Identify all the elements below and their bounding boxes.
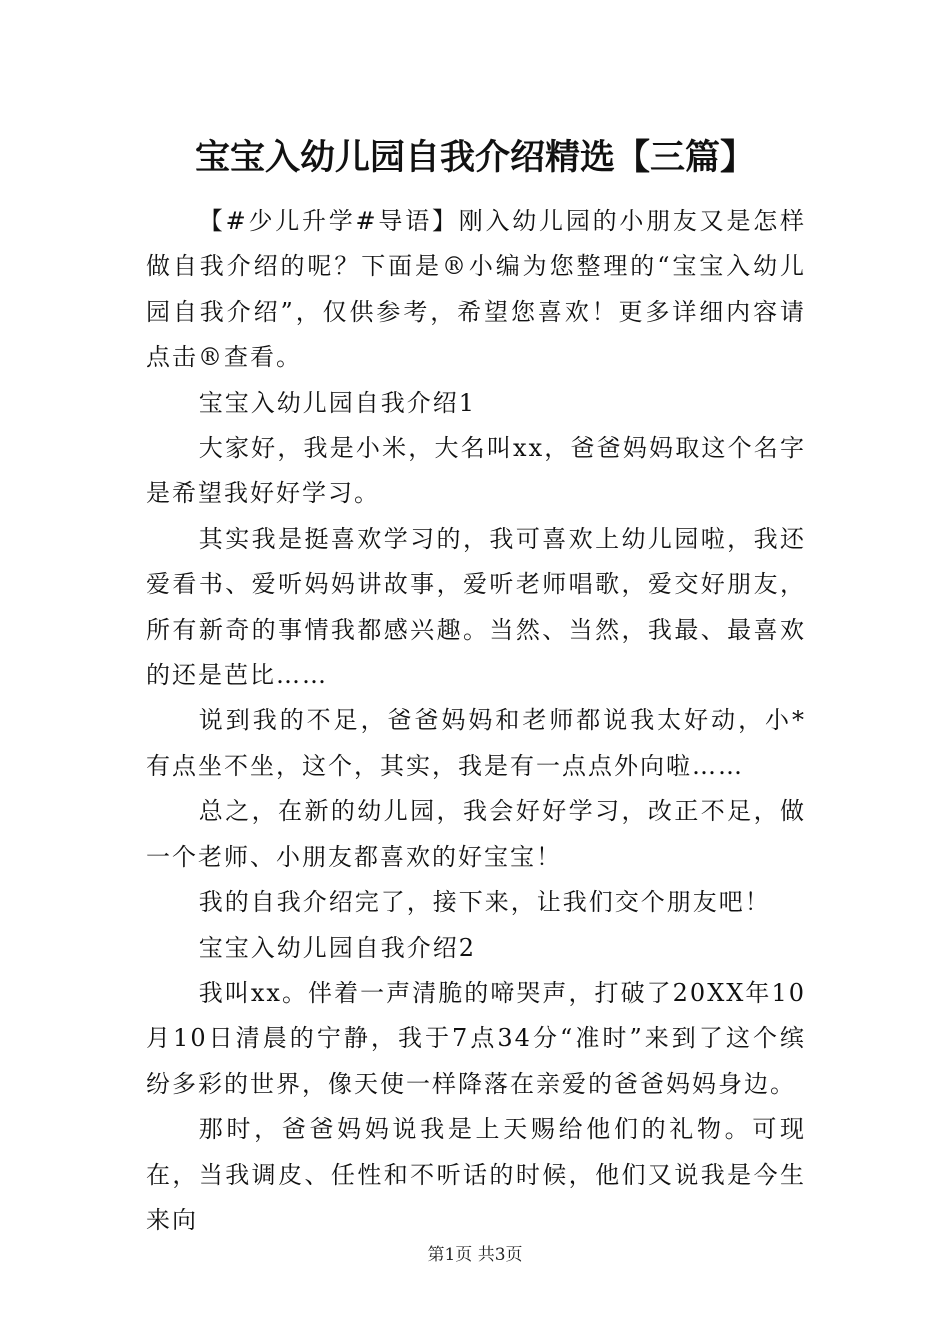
section-heading-1: 宝宝入幼儿园自我介绍1	[198, 388, 477, 417]
body-paragraph: 我叫xx。伴着一声清脆的啼哭声，打破了20XX年10月10日清晨的宁静，我于7点34分“准时”来到了这个缤纷多彩的世界，像天使一样降落在亲爱的爸爸妈妈身边。	[146, 978, 806, 1098]
body-paragraph: 那时，爸爸妈妈说我是上天赐给他们的礼物。可现在，当我调皮、任性和不听话的时候，他们又说我是今生来向	[146, 1115, 806, 1234]
intro-paragraph: 【#少儿升学#导语】刚入幼儿园的小朋友又是怎样做自我介绍的呢？下面是®小编为您整理的“宝宝入幼儿园自我介绍”，仅供参考，希望您喜欢！更多详细内容请点击®查看。	[146, 207, 806, 372]
section-heading-2: 宝宝入幼儿园自我介绍2	[198, 933, 477, 962]
page-number-footer: 第1页 共3页	[427, 1245, 523, 1265]
body-paragraph: 说到我的不足，爸爸妈妈和老师都说我太好动，小*有点坐不坐，这个，其实，我是有一点点外向啦……	[146, 706, 806, 780]
body-paragraph: 总之，在新的幼儿园，我会好好学习，改正不足，做一个老师、小朋友都喜欢的好宝宝！	[146, 797, 806, 871]
body-paragraph: 其实我是挺喜欢学习的，我可喜欢上幼儿园啦，我还爱看书、爱听妈妈讲故事，爱听老师唱歌，爱交好朋友，所有新奇的事情我都感兴趣。当然、当然，我最、最喜欢的还是芭比……	[146, 524, 806, 690]
document-body	[146, 199, 806, 1243]
body-paragraph: 我的自我介绍完了，接下来，让我们交个朋友吧！	[198, 888, 771, 917]
document-title: 宝宝入幼儿园自我介绍精选【三篇】	[194, 137, 755, 178]
body-paragraph: 大家好，我是小米，大名叫xx，爸爸妈妈取这个名字是希望我好好学习。	[146, 434, 806, 508]
